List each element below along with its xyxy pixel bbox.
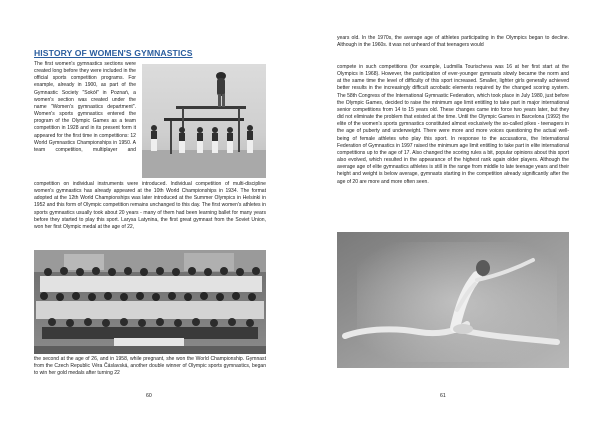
page-heading: HISTORY OF WOMEN'S GYMNASTICS [34, 48, 193, 58]
page-number-left: 60 [146, 393, 152, 399]
right-page [300, 0, 600, 424]
page-number-right: 61 [440, 393, 446, 399]
top-paragraph: years old. In the 1970s, the average age of athletes participating in the Olympics began to decline. Although in the 1960s. it was not unheard of that teenagers would [337, 35, 569, 49]
bottom-paragraph: the second at the age of 26, and in 1958, while pregnant, she won the World Championship. Gymnast from the Czech Republic Věra Čáslavská, another double winner of Olympic sports gymnastics, began to win her gold medals after turning 22 [34, 356, 266, 377]
balance-beam-photo [142, 64, 266, 178]
continuation-paragraph: competition on individual instruments were introduced. Individual competition of multi-discipline women's gymnastics has already appeared at the 10th World Championships in 1934. The format adopted at the 12th World Championships was later introduced at the Summer Olympics in Helsinki in 1952 and this form of Olympic competition remains unchanged to this day. The first women's athletes in sports gymnastics usually took about 20 years - many of them had been learning ballet for many years before they started to play this sport. Larysa Latynina, the first great gymnast from the Soviet Union, won her first Olympic medal at the age of 22, [34, 181, 266, 230]
gymnast-photo-image [337, 232, 569, 368]
balance-beam-photo-image [142, 64, 266, 178]
group-photo-image [34, 250, 266, 354]
main-paragraph: compete in such competitions (for example, Ludmilla Tourischeva was 16 at her first start at the Olympics in 1968). However, the participation of ever-younger gymnasts slowly became the norm and at the same time the level of difficulty of this sport increased. Smaller, lighter girls generally achieved better results in the increasingly difficult acrobatic elements required by the changed scoring system. The 58th Congress of the International Gymnastic Federation, which took place in July 1980, just before the Olympic Games, decided to raise the minimum age limit entitling to take part in major international senior competitions from 14 to 15 years old. These changes came into force two years later, but they did not eliminate the problem that existed at the time. Until the Olympic Games in Barcelona (1992) the elite of the women's sports gymnastics constituted almost exclusively the so-called pikes - teenagers in the age of puberty and underweight. There were more and more voices questioning the actual well-being of female athletes who play this sport. In response to the accusations, the International Federation of Gymnastics in 1997 raised the minimum age limit entitling to take part in elite international competitions up to the age of 17. Also changed the scoring rules a bit, popular opinions about this sport also evolved, which resulted in the appearance of the highest rank again older players. Although the average age of elite gymnastics athletes is still in the range from middle to late teenage years and their height and weight is below average, gymnasts starting in the competition already significantly after the age of 20 are more and more often seen. [337, 64, 569, 185]
group-photo [34, 250, 266, 354]
gymnast-photo [337, 232, 569, 368]
intro-paragraph: The first women's gymnastics sections were created long before they were included in the official sports competition programs. For example, already in 1900, as part of the Gymnastic Society "Sokół" in Poznań, a women's section was created under the name "Women's gymnastics department". Women's sports gymnastics entered the program of the Olympic Games as a team competition in 1928 and in its present form it appeared for the first time in competitions: 12 World Gymnastics Championships in 1950. A team competition, multiplayer and [34, 61, 136, 153]
